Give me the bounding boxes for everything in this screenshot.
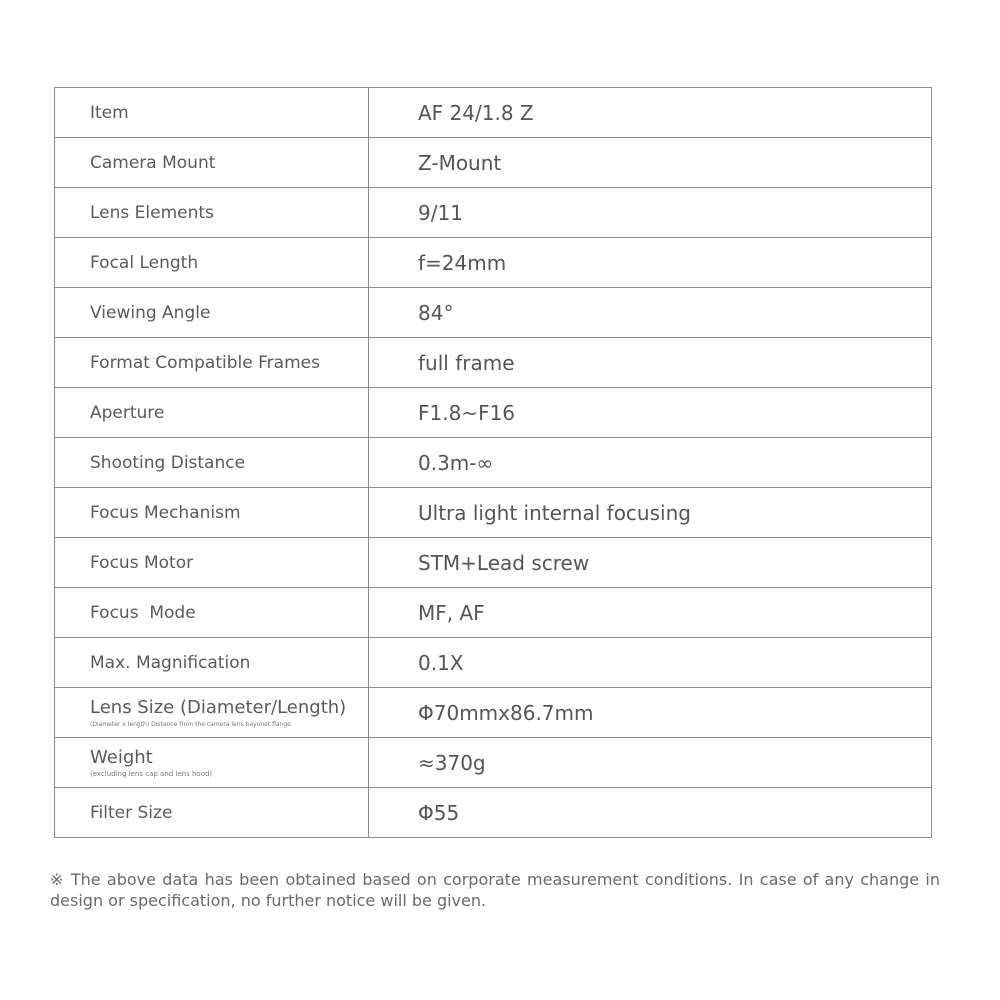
table-row <box>55 138 932 188</box>
spec-table <box>54 87 932 838</box>
row-label-note: (excluding lens cap and lens hood) <box>90 769 213 778</box>
row-label-note: (Diameter x length) Distance from the camera lens bayonet flange <box>90 720 291 728</box>
table-row <box>55 288 932 338</box>
row-value: Φ55 <box>369 788 932 838</box>
row-label: Camera Mount <box>55 138 369 188</box>
row-value: Φ70mmx86.7mm <box>369 688 932 738</box>
table-row <box>55 788 932 838</box>
row-label: Focus Motor <box>55 538 369 588</box>
row-label: Focus Mechanism <box>55 488 369 538</box>
row-value: MF, AF <box>369 588 932 638</box>
row-label: Filter Size <box>55 788 369 838</box>
row-label: Item <box>55 88 369 138</box>
table-row <box>55 638 932 688</box>
row-label: Viewing Angle <box>55 288 369 338</box>
table-row <box>55 588 932 638</box>
row-label: Shooting Distance <box>55 438 369 488</box>
row-value: 84° <box>369 288 932 338</box>
row-label: Lens Elements <box>55 188 369 238</box>
row-label: Format Compatible Frames <box>55 338 369 388</box>
table-row <box>55 388 932 438</box>
row-value: Ultra light internal focusing <box>369 488 932 538</box>
table-row <box>55 538 932 588</box>
table-row <box>55 488 932 538</box>
table-row <box>55 438 932 488</box>
row-value: 0.1X <box>369 638 932 688</box>
row-value: STM+Lead screw <box>369 538 932 588</box>
row-label: Focus Mode <box>55 588 369 638</box>
table-row <box>55 188 932 238</box>
row-value: Z-Mount <box>369 138 932 188</box>
table-row <box>55 738 932 788</box>
row-value: f=24mm <box>369 238 932 288</box>
row-label: Max. Magnification <box>55 638 369 688</box>
table-row <box>55 238 932 288</box>
footnote: ※ The above data has been obtained based on corporate measurement conditions. In case of any change in design or specification, no further notice will be given. <box>50 870 940 910</box>
row-value: F1.8~F16 <box>369 388 932 438</box>
row-value: AF 24/1.8 Z <box>369 88 932 138</box>
row-label: Focal Length <box>55 238 369 288</box>
table-row <box>55 688 932 738</box>
row-label: Weight <box>90 746 153 768</box>
table-row <box>55 88 932 138</box>
row-value: ≈370g <box>369 738 932 788</box>
row-value: 0.3m-∞ <box>369 438 932 488</box>
table-row <box>55 338 932 388</box>
row-label: Aperture <box>55 388 369 438</box>
row-label: Lens Size (Diameter/Length) <box>90 696 347 718</box>
row-value: full frame <box>369 338 932 388</box>
row-value: 9/11 <box>369 188 932 238</box>
row-label-with-note <box>55 688 369 738</box>
row-label-with-note <box>55 738 369 788</box>
